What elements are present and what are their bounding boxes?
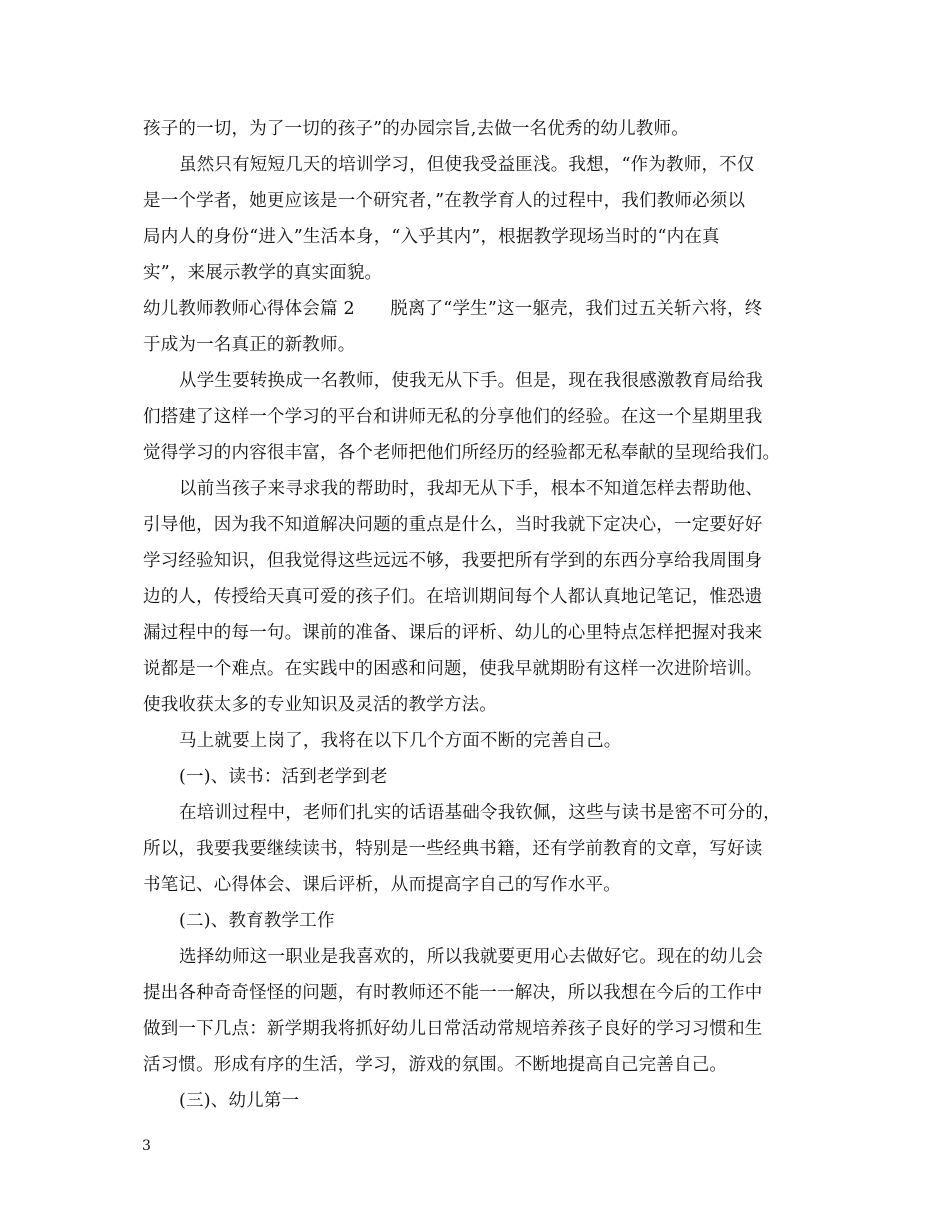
text-line: 是一个学者，她更应该是一个研究者，”在教学育人的过程中，我们教师必须以 (143, 191, 746, 211)
text-line: 提出各种奇奇怪怪的问题，有时教师还不能一一解决，所以我想在今后的工作中 (143, 983, 763, 1003)
text-line: 实”，来展示教学的真实面貌。 (143, 263, 383, 283)
text-line: 局内人的身份“进入”生活本身，“入乎其内”，根据教学现场当时的“内在真 (143, 227, 720, 247)
text-line: 书笔记、心得体会、课后评析，从而提高字自己的写作水平。 (143, 875, 621, 895)
text-line: 幼儿教师教师心得体会篇 2 脱离了“学生”这一躯壳，我们过五关斩六将，终 (143, 299, 763, 319)
text-line: 从学生要转换成一名教师，使我无从下手。但是，现在我很感激教育局给我 (179, 371, 764, 391)
text-line: 以前当孩子来寻求我的帮助时，我却无从下手，根本不知道怎样去帮助他、 (179, 479, 764, 499)
text-line: 于成为一名真正的新教师。 (143, 335, 356, 355)
text-line: 引导他，因为我不知道解决问题的重点是什么，当时我就下定决心，一定要好好 (143, 515, 763, 535)
text-line: 活习惯。形成有序的生活，学习，游戏的氛围。不断地提高自己完善自己。 (143, 1055, 728, 1075)
text-line: 孩子的一切，为了一切的孩子”的办园宗旨,去做一名优秀的幼儿教师。 (143, 119, 689, 139)
text-line: 边的人，传授给天真可爱的孩子们。在培训期间每个人都认真地记笔记，惟恐遗 (143, 587, 763, 607)
text-line: 使我收获太多的专业知识及灵活的教学方法。 (143, 695, 497, 715)
section-heading: (三)、幼儿第一 (179, 1091, 300, 1111)
page-number: 3 (142, 1138, 151, 1154)
text-line: 们搭建了这样一个学习的平台和讲师无私的分享他们的经验。在这一个星期里我 (143, 407, 763, 427)
text-line: 虽然只有短短几天的培训学习，但使我受益匪浅。我想，“作为教师，不仅 (179, 155, 755, 175)
text-line: 说都是一个难点。在实践中的困惑和问题，使我早就期盼有这样一次进阶培训。 (143, 659, 763, 679)
text-line: 在培训过程中，老师们扎实的话语基础令我钦佩，这些与读书是密不可分的， (179, 803, 781, 823)
text-line: 觉得学习的内容很丰富，各个老师把他们所经历的经验都无私奉献的呈现给我们。 (143, 443, 781, 463)
text-line: 所以，我要我要继续读书，特别是一些经典书籍，还有学前教育的文章，写好读 (143, 839, 763, 859)
text-line: 漏过程中的每一句。课前的准备、课后的评析、幼儿的心里特点怎样把握对我来 (143, 623, 763, 643)
section-heading: (二)、教育教学工作 (179, 911, 335, 931)
text-line: 学习经验知识，但我觉得这些远远不够，我要把所有学到的东西分享给我周围身 (143, 551, 763, 571)
text-line: 选择幼师这一职业是我喜欢的，所以我就要更用心去做好它。现在的幼儿会 (179, 947, 764, 967)
text-line: 做到一下几点：新学期我将抓好幼儿日常活动常规培养孩子良好的学习习惯和生 (143, 1019, 763, 1039)
text-line: 马上就要上岗了，我将在以下几个方面不断的完善自己。 (179, 731, 622, 751)
section-heading: (一)、读书：活到老学到老 (179, 767, 388, 787)
